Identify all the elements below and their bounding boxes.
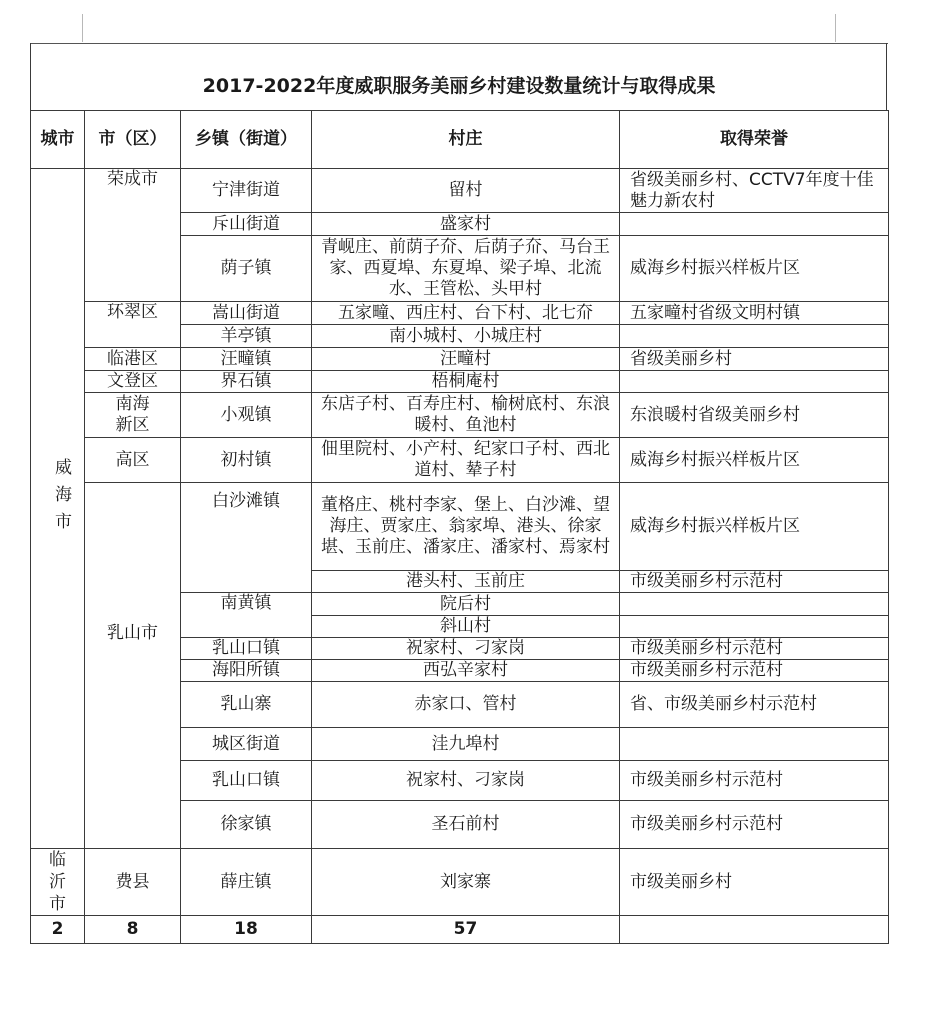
city-label: 临沂市 — [49, 850, 66, 914]
village-cell: 佃里院村、小产村、纪家口子村、西北道村、辇子村 — [312, 438, 620, 483]
town-cell: 荫子镇 — [181, 236, 312, 302]
total-cities: 2 — [31, 916, 85, 944]
header-district: 市（区） — [85, 111, 181, 169]
honor-cell: 省级美丽乡村 — [620, 348, 889, 371]
district-cell: 临港区 — [85, 348, 181, 371]
crop-mark-right — [835, 14, 836, 42]
village-cell: 赤家口、管村 — [312, 682, 620, 728]
village-cell: 祝家村、刁家岗 — [312, 638, 620, 660]
district-cell — [85, 393, 181, 438]
village-cell: 留村 — [312, 169, 620, 213]
honor-cell — [620, 371, 889, 393]
total-towns: 18 — [181, 916, 312, 944]
town-cell: 薛庄镇 — [181, 849, 312, 916]
honor-cell: 东浪暖村省级美丽乡村 — [620, 393, 889, 438]
district-cell: 环翠区 — [85, 302, 181, 348]
town-cell: 乳山口镇 — [181, 761, 312, 801]
honor-cell: 威海乡村振兴样板片区 — [620, 236, 889, 302]
district-cell: 文登区 — [85, 371, 181, 393]
honor-cell: 省级美丽乡村、CCTV7年度十佳魅力新农村 — [620, 169, 889, 213]
honor-cell: 市级美丽乡村示范村 — [620, 571, 889, 593]
district-cell: 高区 — [85, 438, 181, 483]
honor-cell: 市级美丽乡村示范村 — [620, 801, 889, 849]
table-row — [31, 849, 889, 916]
village-cell: 斜山村 — [312, 616, 620, 638]
city-cell-linyi — [31, 849, 85, 916]
totals-row — [31, 916, 889, 944]
town-cell: 海阳所镇 — [181, 660, 312, 682]
table-row — [31, 438, 889, 483]
honor-cell — [620, 728, 889, 761]
table-row — [31, 483, 889, 571]
header-row — [31, 111, 889, 169]
village-cell: 五家疃、西庄村、台下村、北七夼 — [312, 302, 620, 325]
table-row — [31, 393, 889, 438]
honor-cell: 市级美丽乡村示范村 — [620, 638, 889, 660]
town-cell: 羊亭镇 — [181, 325, 312, 348]
village-cell: 祝家村、刁家岗 — [312, 761, 620, 801]
crop-mark-left — [82, 14, 83, 42]
town-cell: 汪疃镇 — [181, 348, 312, 371]
village-cell: 院后村 — [312, 593, 620, 616]
statistics-table — [30, 110, 889, 944]
town-cell: 乳山口镇 — [181, 638, 312, 660]
village-cell: 西弘辛家村 — [312, 660, 620, 682]
village-cell: 汪疃村 — [312, 348, 620, 371]
town-cell: 白沙滩镇 — [181, 483, 312, 593]
honor-cell: 威海乡村振兴样板片区 — [620, 438, 889, 483]
town-cell: 小观镇 — [181, 393, 312, 438]
village-cell: 洼九埠村 — [312, 728, 620, 761]
village-cell: 东店子村、百寿庄村、榆树底村、东浪暖村、鱼池村 — [312, 393, 620, 438]
header-village: 村庄 — [312, 111, 620, 169]
village-cell: 南小城村、小城庄村 — [312, 325, 620, 348]
total-districts: 8 — [85, 916, 181, 944]
honor-cell — [620, 616, 889, 638]
table-row — [31, 302, 889, 325]
honor-cell: 市级美丽乡村示范村 — [620, 660, 889, 682]
honor-cell: 市级美丽乡村 — [620, 849, 889, 916]
town-cell: 南黄镇 — [181, 593, 312, 638]
honor-cell: 省、市级美丽乡村示范村 — [620, 682, 889, 728]
town-cell: 城区街道 — [181, 728, 312, 761]
village-cell: 董格庄、桃村李家、堡上、白沙滩、望海庄、贾家庄、翁家埠、港头、徐家堪、玉前庄、潘家庄、潘家村、焉家村 — [312, 483, 620, 571]
town-cell: 宁津街道 — [181, 169, 312, 213]
district-cell: 乳山市 — [85, 483, 181, 849]
honor-cell: 市级美丽乡村示范村 — [620, 761, 889, 801]
honor-cell — [620, 213, 889, 236]
town-cell: 乳山寨 — [181, 682, 312, 728]
honor-cell: 威海乡村振兴样板片区 — [620, 483, 889, 571]
village-cell: 青岘庄、前荫子夼、后荫子夼、马台王家、西夏埠、东夏埠、梁子埠、北流水、王管松、头甲村 — [312, 236, 620, 302]
town-cell: 嵩山街道 — [181, 302, 312, 325]
table-row — [31, 371, 889, 393]
table-title: 2017-2022年度威职服务美丽乡村建设数量统计与取得成果 — [202, 75, 716, 97]
town-cell: 初村镇 — [181, 438, 312, 483]
header-honor: 取得荣誉 — [620, 111, 889, 169]
village-cell: 梧桐庵村 — [312, 371, 620, 393]
district-cell: 荣成市 — [85, 169, 181, 302]
village-cell: 港头村、玉前庄 — [312, 571, 620, 593]
town-cell: 斥山街道 — [181, 213, 312, 236]
city-cell-weihai — [31, 169, 85, 849]
honor-cell — [620, 325, 889, 348]
town-cell: 界石镇 — [181, 371, 312, 393]
total-honor — [620, 916, 889, 944]
district-label: 南海新区 — [115, 394, 150, 435]
district-cell: 费县 — [85, 849, 181, 916]
village-cell: 盛家村 — [312, 213, 620, 236]
village-cell: 刘家寨 — [312, 849, 620, 916]
honor-cell — [620, 593, 889, 616]
village-cell: 圣石前村 — [312, 801, 620, 849]
table-row — [31, 348, 889, 371]
city-label: 威海市 — [51, 457, 71, 539]
total-villages: 57 — [312, 916, 620, 944]
header-city: 城市 — [31, 111, 85, 169]
header-town: 乡镇（街道） — [181, 111, 312, 169]
town-cell: 徐家镇 — [181, 801, 312, 849]
table-row — [31, 169, 889, 213]
honor-cell: 五家疃村省级文明村镇 — [620, 302, 889, 325]
